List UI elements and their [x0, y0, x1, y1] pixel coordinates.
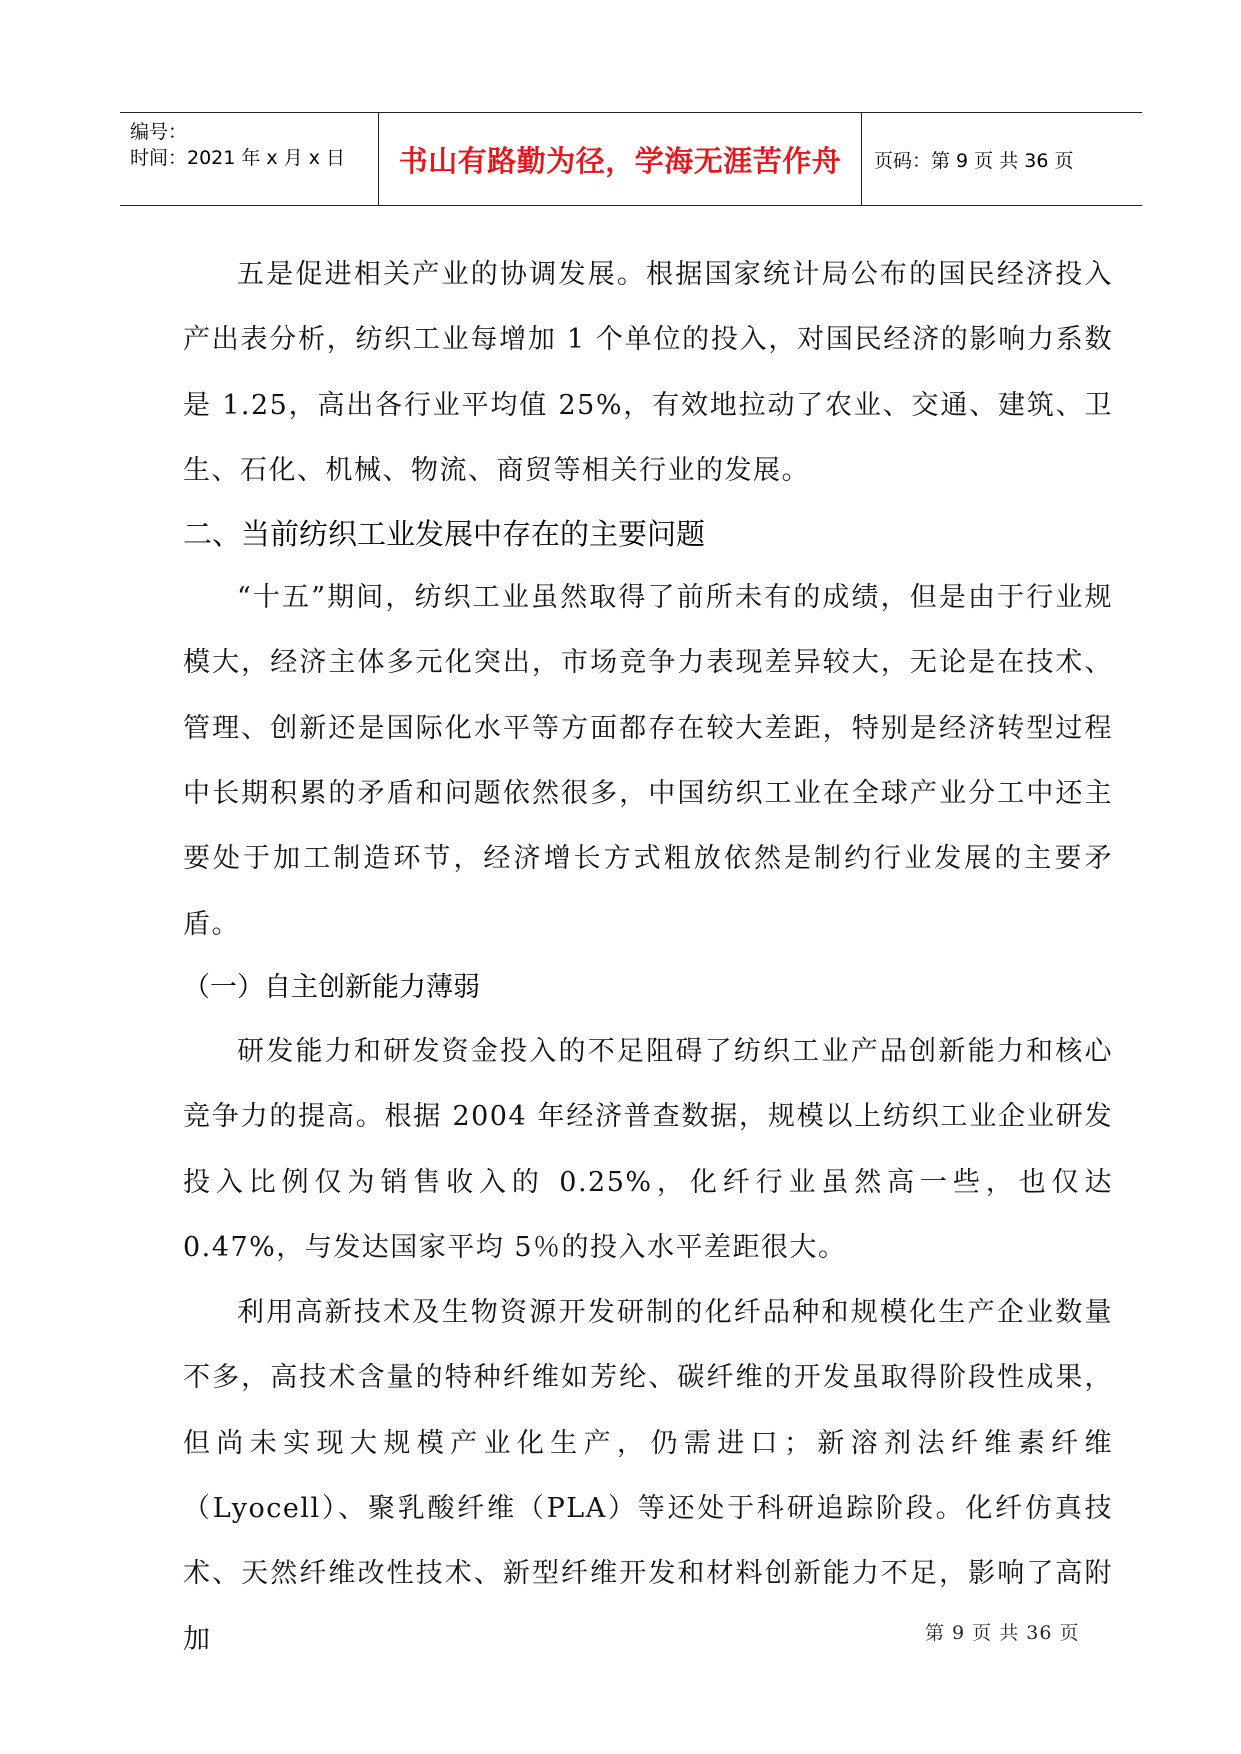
document-body	[183, 242, 1113, 1672]
header-meta	[120, 113, 378, 205]
section-heading-main-problems: 二、当前纺织工业发展中存在的主要问题	[183, 517, 706, 552]
header-motto-cell	[378, 113, 862, 205]
header-page-cell	[862, 113, 1142, 205]
header-motto: 书山有路勤为径，学海无涯苦作舟	[398, 143, 842, 178]
document-time-label: 时间：2021 年 x 月 x 日	[130, 147, 346, 169]
paragraph-tenth-five-year: “十五”期间，纺织工业虽然取得了前所未有的成绩，但是由于行业规模大，经济主体多元化突出，市场竞争力表现差异较大，无论是在技术、管理、创新还是国际化水平等方面都存在较大差距，特别是经济转型过程中长期积累的矛盾和问题依然很多，中国纺织工业在全球产业分工中还主要处于加工制造环节，经济增长方式粗放依然是制约行业发展的主要矛盾。	[183, 582, 1113, 940]
subsection-heading-innovation: （一）自主创新能力薄弱	[183, 971, 480, 1003]
paragraph-rd-investment: 研发能力和研发资金投入的不足阻碍了纺织工业产品创新能力和核心竞争力的提高。根据 2004 年经济普查数据，规模以上纺织工业企业研发投入比例仅为销售收入的 0.25%，化纤行业虽然高一些，也仅达 0.47%，与发达国家平均 5％的投入水平差距很大。	[183, 1035, 1113, 1263]
page-header	[120, 112, 1142, 206]
page-footer: 第 9 页 共 36 页	[925, 1622, 1080, 1644]
document-number-label: 编号：	[130, 121, 188, 143]
paragraph-related-industries: 五是促进相关产业的协调发展。根据国家统计局公布的国民经济投入产出表分析，纺织工业每增加 1 个单位的投入，对国民经济的影响力系数是 1.25，高出各行业平均值 25%，有效地拉动了农业、交通、建筑、卫生、石化、机械、物流、商贸等相关行业的发展。	[183, 259, 1113, 486]
header-page-label: 页码：第 9 页 共 36 页	[874, 149, 1074, 172]
paragraph-high-tech-fibers: 利用高新技术及生物资源开发研制的化纤品种和规模化生产企业数量不多，高技术含量的特种纤维如芳纶、碳纤维的开发虽取得阶段性成果，但尚未实现大规模产业化生产，仍需进口；新溶剂法纤维素纤维（Lyocell）、聚乳酸纤维（PLA）等还处于科研追踪阶段。化纤仿真技术、天然纤维改性技术、新型纤维开发和材料创新能力不足，影响了高附加	[183, 1297, 1113, 1655]
